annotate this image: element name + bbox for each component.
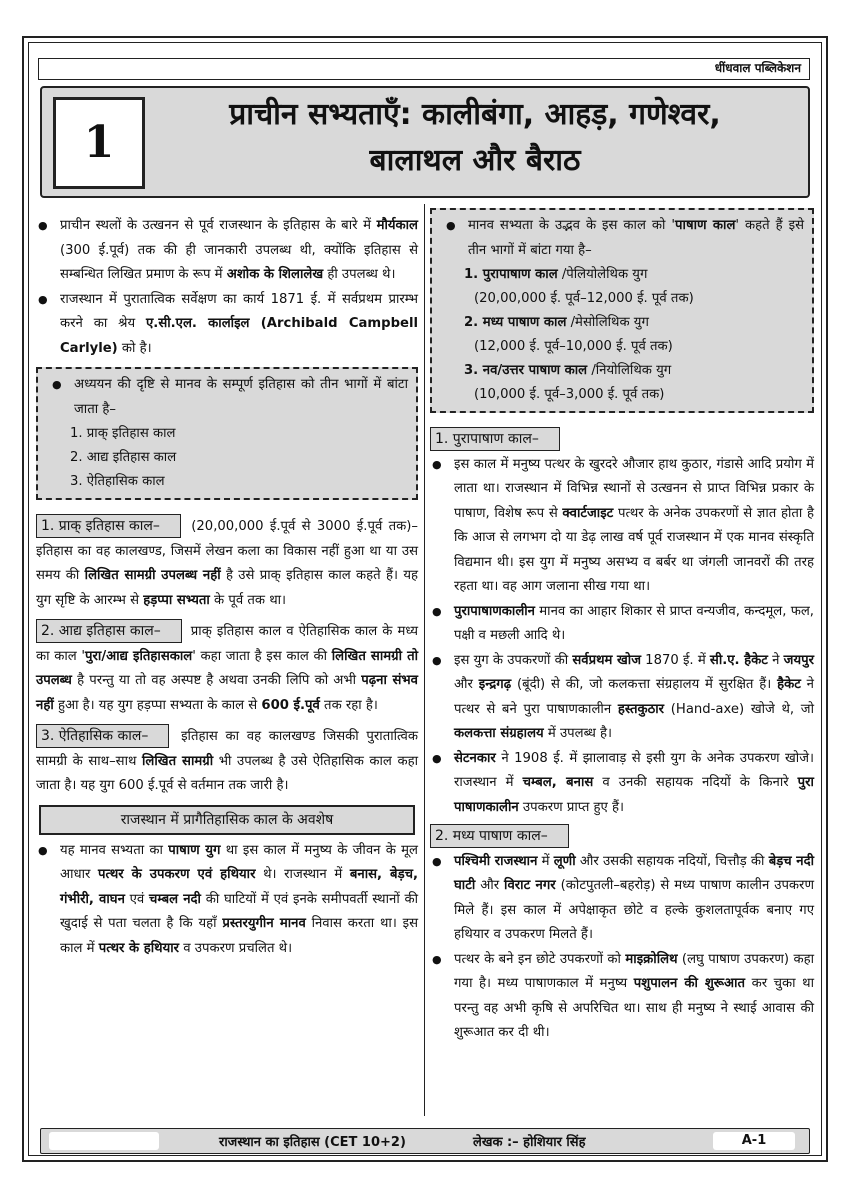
bold-text: पाषाण युग — [168, 842, 221, 858]
text: (20,00,000 ई.पूर्व से 3000 ई.पूर्व तक)– इतिहास का वह कालखण्ड, जिसमें लेखन कला का विकास नहीं हुआ था या उस समय की — [36, 519, 418, 583]
bold-text: 3. नव/उत्तर पाषाण काल — [464, 363, 588, 378]
division-item: 2. आद्य इतिहास काल — [70, 450, 177, 465]
bold-text: क्वार्टजाइट — [562, 505, 614, 521]
bold-text: कलकत्ता संग्रहालय — [454, 726, 544, 741]
bold-text: हड़प्पा सभ्यता — [143, 592, 210, 608]
adya-section — [36, 619, 418, 718]
chapter-number: 1 — [53, 97, 145, 189]
bold-text: चम्बल, बनास — [522, 775, 594, 790]
bold-text: जयपुर — [783, 652, 814, 668]
bold-text: अशोक के शिलालेख — [226, 267, 324, 282]
section-heading: 1. प्राक् इतिहास काल– — [36, 514, 181, 538]
division-item: 3. ऐतिहासिक काल — [70, 474, 165, 489]
bold-text: लिखित सामग्री उपलब्ध नहीं — [84, 568, 221, 583]
text: उपकरण प्राप्त हुए हैं। — [518, 799, 625, 815]
text: में — [537, 853, 554, 869]
section-heading: 1. पुरापाषाण काल– — [430, 427, 560, 451]
bold-text: सेटनकार — [454, 750, 496, 766]
text: राजस्थान में पुरातात्विक सर्वेक्षण का कार्य 1871 ई. में सर्वप्रथम प्रारम्भ करने का श्रेय — [60, 291, 418, 331]
bold-text: लिखित सामग्री तो उपलब्ध — [36, 648, 419, 688]
madhya-section — [430, 824, 814, 850]
text: (कोटपुतली–बहरोड़) से मध्य पाषाण कालीन उपकरण मिले हैं। इस काल में अपेक्षाकृत छोटे व हल्के कुशलतापूर्वक बनाए गए हथियार व उपकरण मिलते हैं। — [454, 878, 814, 942]
text: है उसे प्राक् इतिहास काल कहते हैं। यह युग सृष्टि के आरम्भ से — [36, 568, 418, 608]
text: और — [454, 677, 479, 692]
text: ही उपलब्ध थे। — [323, 267, 396, 282]
section-heading: 3. ऐतिहासिक काल– — [36, 724, 169, 748]
bold-text: बेड़च नदी घाटी — [454, 853, 814, 893]
page-footer — [40, 1128, 810, 1154]
footer-blank-box — [49, 1132, 159, 1150]
text: व उनकी सहायक नदियों के किनारे — [593, 775, 798, 790]
text: व उपकरण प्रचलित थे। — [179, 940, 293, 956]
text: इस युग के उपकरणों की — [454, 652, 573, 668]
stone-age-range: (10,000 ई. पूर्व–3,000 ई. पूर्व तक) — [474, 387, 665, 402]
aitihasik-section — [36, 724, 418, 799]
page-number: A-1 — [713, 1132, 795, 1150]
stone-age-item — [464, 311, 804, 335]
section-heading: 2. आद्य इतिहास काल– — [36, 619, 182, 643]
text: यह मानव सभ्यता का — [60, 842, 169, 858]
text: तक रहा है। — [319, 697, 378, 713]
text: (बूंदी) से की, जो कलकत्ता संग्रहालय में सुरक्षित हैं। — [511, 677, 778, 692]
madhya-bullet-1 — [430, 850, 814, 948]
bold-text: लूणी — [553, 853, 576, 869]
text: और उसकी सहायक नदियों, चित्तौड़ की — [575, 853, 769, 869]
text: /पेलियोलेथिक युग — [557, 267, 648, 282]
bold-text: पढ़ना संभव नहीं — [36, 673, 418, 713]
right-column — [430, 208, 814, 1046]
text: मानव सभ्यता के उद्भव के इस काल को ' — [468, 218, 676, 233]
bold-text: पशुपालन की शुरूआत — [633, 976, 746, 991]
text: इस काल में मनुष्य पत्थर के खुरदरे औजार हाथ कुठार, गंडासे आदि प्रयोग में लाता था। राजस्थान में विभिन्न स्थानों से उत्खनन से प्राप्त विभिन्न प्रकार के पाषाण, विशेष रूप से — [454, 456, 814, 521]
bold-text: विराट नगर — [504, 878, 556, 893]
footer-author: लेखक :– होशियार सिंह — [473, 1135, 586, 1150]
text: भी उपलब्ध है उसे ऐतिहासिक काल कहा जाता है। यह युग 600 ई.पूर्व से वर्तमान तक जारी है। — [36, 753, 418, 793]
text: प्राक् इतिहास काल व ऐतिहासिक काल के मध्य का काल ' — [36, 624, 418, 664]
stone-age-item — [464, 263, 804, 287]
text: के पूर्व तक था। — [209, 592, 287, 608]
text: और — [475, 878, 505, 893]
bold-text: पुरापाषाणकालीन — [454, 603, 535, 619]
bold-text: सी.ए. हैकेट — [709, 652, 768, 668]
stone-age-box — [430, 208, 814, 413]
bold-text: हस्तकुठार — [617, 701, 665, 717]
text: ' कहते हैं इसे तीन भागों में बांटा गया है– — [468, 218, 804, 258]
chapter-title — [150, 92, 800, 184]
purapashan-section — [430, 427, 814, 453]
text: /नियोलिथिक युग — [587, 363, 672, 378]
bold-text: पाषाण काल — [675, 218, 736, 233]
bold-text: हैकेट — [777, 677, 801, 692]
bold-text: चम्बल नदी — [148, 891, 201, 907]
bold-text: सर्वप्रथम खोज — [572, 652, 641, 668]
chapter-title-line2: बालाथल और बैराठ — [369, 143, 581, 178]
text: ने 1908 ई. में झालावाड़ से इसी युग के अनेक उपकरण खोजे। राजस्थान में — [454, 750, 814, 790]
madhya-bullet-2 — [430, 948, 814, 1046]
intro-bullet-2 — [36, 288, 418, 362]
bold-text: पुरा/आद्य इतिहासकाल — [85, 648, 193, 664]
text: में उपलब्ध है। — [543, 726, 613, 741]
bold-text: माइक्रोलिथ — [625, 951, 678, 967]
text: पत्थर के बने इन छोटे उपकरणों को — [454, 951, 626, 967]
column-divider — [424, 204, 425, 1116]
bold-text: 600 ई.पूर्व — [261, 697, 320, 713]
bold-text: इन्द्रगढ़ — [478, 677, 512, 692]
bold-text: बनास, बेड़च, गंभीरी, वाघन — [60, 867, 419, 907]
bold-text: मौर्यकाल — [376, 218, 418, 233]
purapashan-bullet-4 — [430, 747, 814, 821]
stone-age-item — [464, 359, 804, 383]
stone-age-range: (20,00,000 ई. पूर्व–12,000 ई. पूर्व तक) — [474, 291, 694, 306]
text: थे। राजस्थान में — [255, 867, 350, 882]
text: पत्थर के अनेक उपकरणों से ज्ञात होता है कि आज से लगभग दो या डेढ़ लाख वर्ष पूर्व राजस्थान में एक मानव संस्कृति विद्यमान थी। इस युग में मनुष्य असभ्य व बर्बर था जंगली जानवरों की तरह रहता था। वह आग जलाना सीख गया था। — [454, 505, 814, 594]
chapter-title-line1: प्राचीन सभ्यताएँ: कालीबंगा, आहड़, गणेश्वर, — [229, 97, 721, 132]
text: ' कहा जाता है इस काल की — [192, 648, 332, 664]
purapashan-bullet-2 — [430, 600, 814, 649]
bold-text: 2. मध्य पाषाण काल — [464, 315, 567, 330]
bold-text: प्रस्तरयुगीन मानव — [222, 916, 306, 931]
division-item: 1. प्राक् इतिहास काल — [70, 426, 176, 441]
text: ने पत्थर से बने पुरा पाषाणकालीन — [454, 677, 814, 717]
stone-age-intro — [444, 214, 804, 263]
prehistoric-bullet — [36, 839, 418, 962]
purapashan-bullet-3 — [430, 649, 814, 747]
text: (Hand-axe) खोजे थे, जो — [664, 701, 814, 717]
purapashan-bullet-1 — [430, 453, 814, 600]
prehistoric-remains-heading: राजस्थान में प्रागैतिहासिक काल के अवशेष — [39, 805, 415, 835]
intro-bullet-1 — [36, 214, 418, 288]
prak-section — [36, 514, 418, 613]
text: एवं — [124, 891, 149, 907]
text: मानव का आहार शिकार से प्राप्त वन्यजीव, कन्दमूल, फल, पक्षी व मछली आदि थे। — [454, 603, 814, 643]
footer-book-title: राजस्थान का इतिहास (CET 10+2) — [219, 1135, 406, 1150]
bold-text: पश्चिमी राजस्थान — [454, 853, 538, 869]
text: ने — [767, 652, 784, 668]
text: था इस काल में मनुष्य के जीवन के मूल आधार — [60, 842, 418, 882]
history-division-box — [36, 367, 418, 500]
left-column — [36, 214, 418, 961]
bold-text: पत्थर के हथियार — [98, 940, 180, 956]
text: (लघु पाषाण उपकरण) कहा गया है। मध्य पाषाणकाल में मनुष्य — [454, 951, 814, 991]
section-heading: 2. मध्य पाषाण काल– — [430, 824, 569, 848]
bold-text: 1. पुरापाषाण काल — [464, 267, 558, 282]
stone-age-list — [444, 263, 804, 407]
text: कर चुका था परन्तु वह अभी कृषि से अपरिचित था। साथ ही मनुष्य ने स्थाई आवास की शुरूआत कर दी थी। — [454, 976, 814, 1040]
text: हुआ है। यह युग हड़प्पा सभ्यता के काल से — [53, 697, 262, 713]
text: को है। — [117, 340, 152, 356]
stone-age-range: (12,000 ई. पूर्व–10,000 ई. पूर्व तक) — [474, 339, 673, 354]
bold-text: लिखित सामग्री — [142, 753, 214, 769]
text: निवास करता था। इस काल में — [60, 916, 418, 956]
bold-text: ए.सी.एल. कार्लाइल (Archibald Campbell Carlyle) — [60, 316, 418, 356]
bold-text: पुरा पाषाणकालीन — [454, 775, 814, 815]
text: प्राचीन स्थलों के उत्खनन से पूर्व राजस्थान के इतिहास के बारे में — [60, 218, 377, 233]
bold-text: पत्थर के उपकरण एवं हथियार — [98, 867, 256, 882]
text: /मेसोलिथिक युग — [566, 315, 649, 330]
text: इतिहास का वह कालखण्ड जिसकी पुरातात्विक सामग्री के साथ–साथ — [36, 729, 418, 769]
text: (300 ई.पूर्व) तक की ही जानकारी उपलब्ध थी, क्योंकि इतिहास से सम्बन्धित लिखित प्रमाण के रूप में — [60, 242, 418, 282]
text: है परन्तु या तो वह अस्पष्ट है अथवा उनकी लिपि को अभी — [71, 673, 362, 688]
text: की घाटियों में एवं इनके समीपवर्ती स्थानों की खुदाई से पता चलता है कि यहाँ — [60, 891, 418, 931]
text: 1870 ई. में — [640, 652, 710, 668]
division-intro: ● अध्ययन की दृष्टि से मानव के सम्पूर्ण इतिहास को तीन भागों में बांटा जाता है– — [50, 373, 408, 422]
publisher-header: धींधवाल पब्लिकेशन — [38, 58, 810, 80]
division-list — [50, 422, 408, 494]
